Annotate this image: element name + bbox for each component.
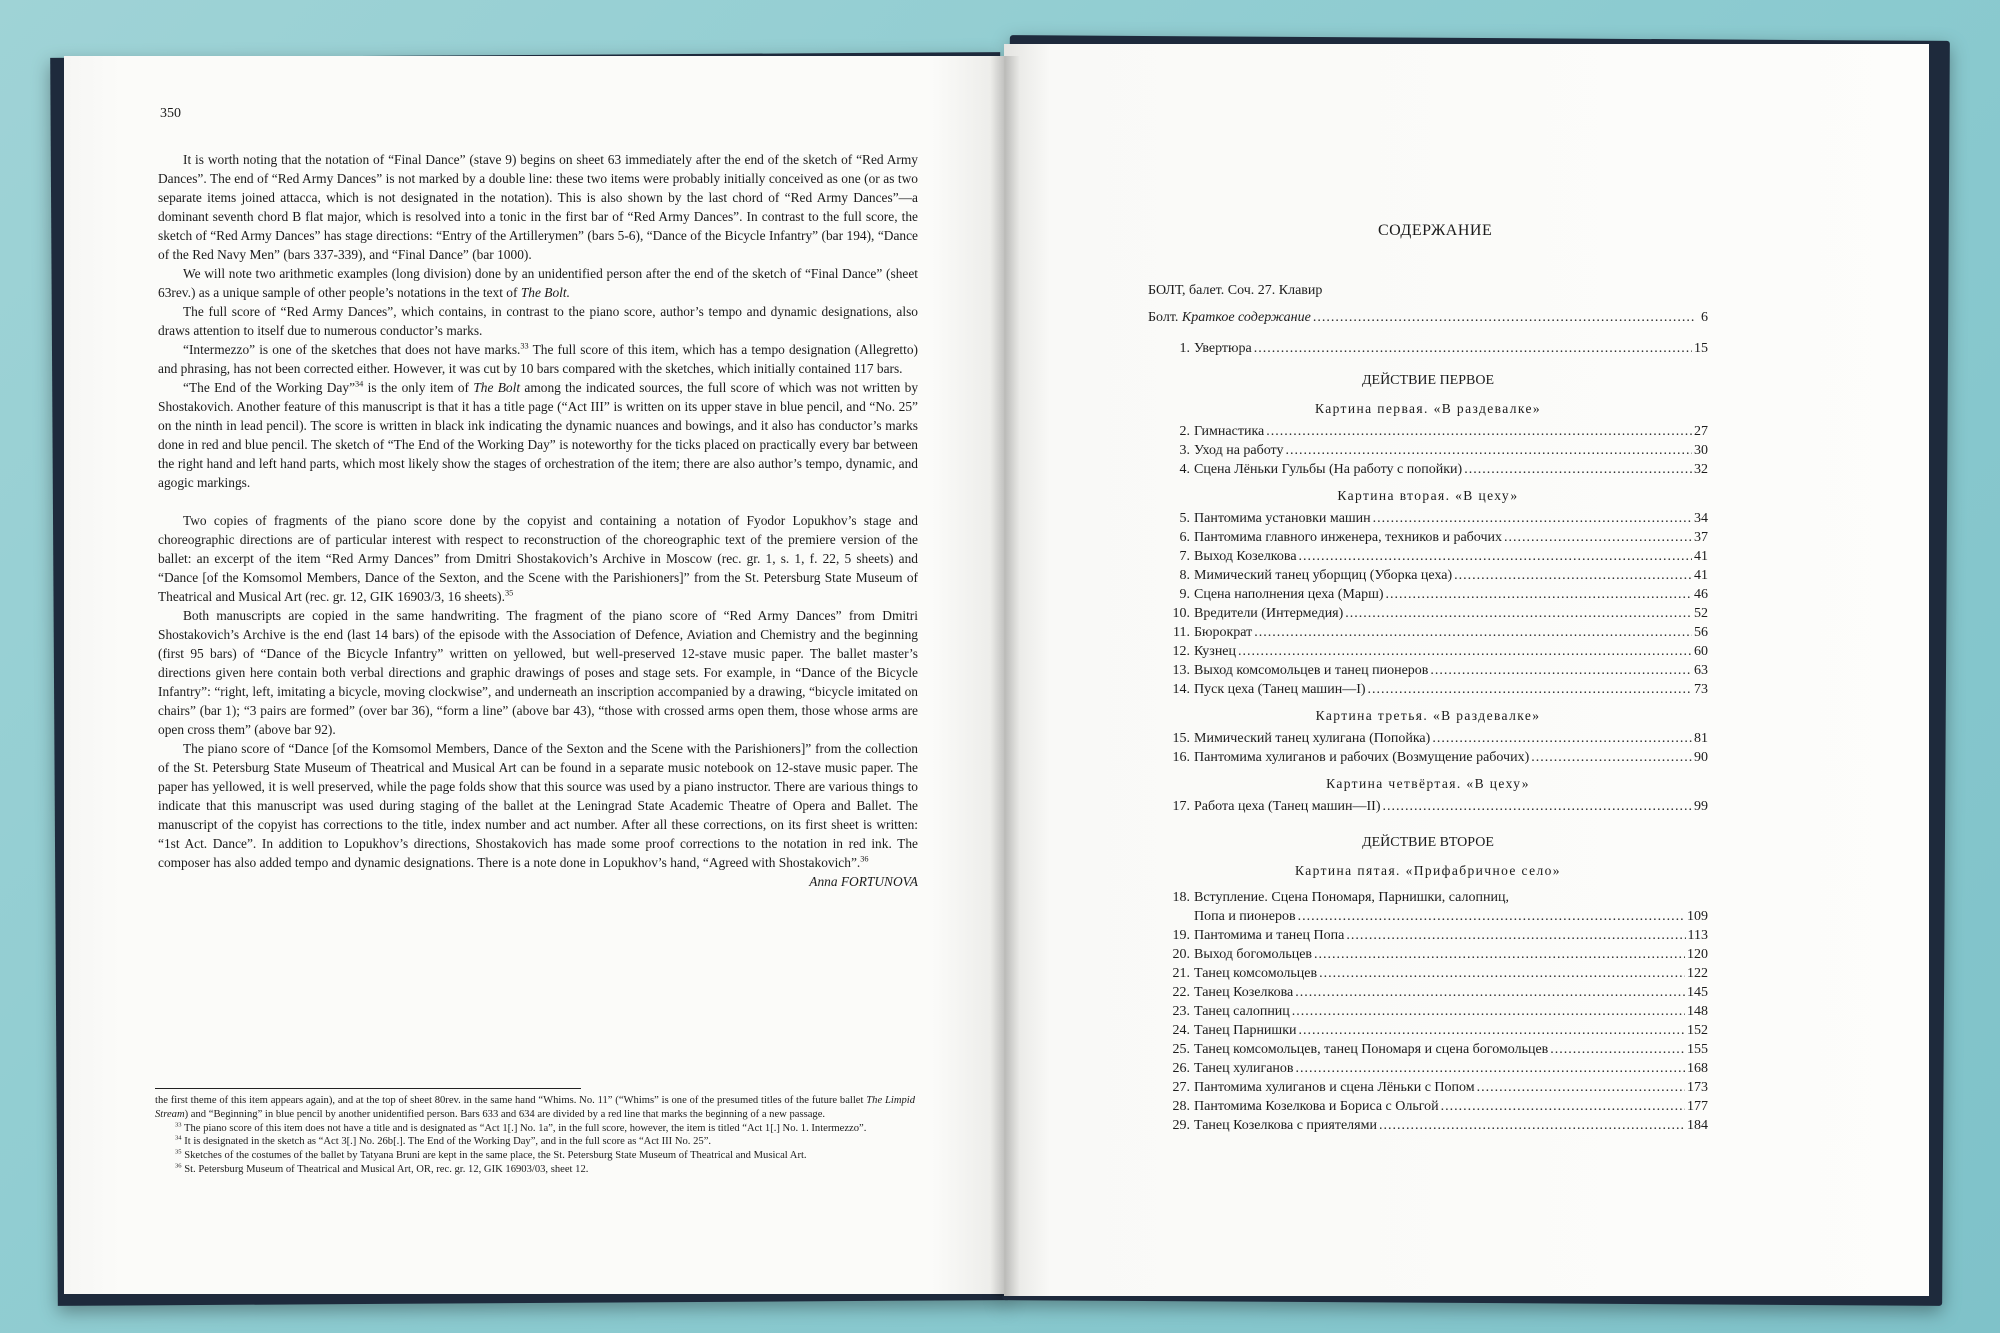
toc-entry[interactable]: 24. Танец Парнишки ..... 152 — [1148, 1021, 1708, 1040]
article-body — [158, 150, 918, 891]
toc-heading: СОДЕРЖАНИЕ — [1378, 222, 1493, 239]
act-heading: ДЕЙСТВИЕ ПЕРВОЕ — [1361, 373, 1495, 388]
paragraph: “Intermezzo” is one of the sketches that does not have marks.$^{33}$ The full score of this item, which has a tempo designation (Allegretto) and phrasing, has not been corrected either. However, it was cut by 10 bars compared with the sketches, which initially contained 117 bars. — [158, 341, 918, 376]
paragraph: Both manuscripts are copied in the same handwriting. The fragment of the piano score of “Red Army Dances” from Dmitri Shostakovich’s Archive is the end (last 14 bars) of the episode with the Association of Defence, Aviation and Chemistry and the beginning (first 95 bars) of “Dance of the Bicycle Infantry” written on yellowed, but well-preserved 12-stave music paper. The ballet master’s directions given here contain both verbal directions and graphic drawings of poses and stage sets. For example, in “Dance of the Bicycle Infantry”: “right, left, imitating a bicycle, moving clockwise”, and underneath an inscription accompanied by a drawing, “bicycle imitated on chairs” (bar 1); “3 pairs are formed” (over bar 36), “form a line” (above bar 43), “those with crossed arms open them, those whose arms are open cross them” (above bar 92). — [158, 608, 918, 737]
footnote-33: $^{33}$ The piano score of this item does not have a title and is designated as “Act 1[.] No. 1a”, in the full score, however, the item is titled “Act 1[.] No. 1. Intermezzo”. — [175, 1121, 867, 1134]
toc-entry[interactable]: 15. Мимический танец хулигана (Попойка) ..... 81 — [1148, 729, 1708, 748]
act-heading: ДЕЙСТВИЕ ВТОРОЕ — [1362, 835, 1494, 850]
toc-entry[interactable]: 13. Выход комсомольцев и танец пионеров ..... 63 — [1148, 661, 1708, 680]
paragraph: “The End of the Working Day”$^{34}$ is the only item of The Bolt among the indicated sources, the full score of which was not written by Shostakovich. Another feature of this manuscript is that it has a title page (“Act III” is written on its upper stave in blue pencil, and “No. 25” on the ninth in lead pencil). The score is written in black ink indicating the dynamic nuances and bowings, and it also has conductor’s marks done in red and blue pencil. The sketch of “The End of the Working Day” is noteworthy for the ticks placed on practically every bar between the right hand and left hand parts, which most likely show the stages of orchestration of the item; there are also author’s tempo, dynamic, and agogic markings. — [158, 379, 919, 490]
toc-entry[interactable]: 19. Пантомима и танец Попа ..... 113 — [1148, 926, 1708, 945]
table-of-contents — [1148, 280, 1708, 1135]
toc-entry-continued[interactable]: Попа и пионеров ..... 109 — [1148, 907, 1708, 926]
toc-entry[interactable]: 23. Танец салопниц ..... 148 — [1148, 1002, 1708, 1021]
paragraph: It is worth noting that the notation of “Final Dance” (stave 9) begins on sheet 63 immediately after the end of the sketch of “Red Army Dances”. The end of “Red Army Dances” is not marked by a double line: these two items were probably initially conceived as one (or as two separate items joined attacca, which is not designated in the notation). This is also shown by the last chord of “Red Army Dances”—a dominant seventh chord B flat major, which is resolved into a tonic in the first bar of “Red Army Dances”. In contrast to the full score, the sketch of “Red Army Dances” has stage directions: “Entry of the Artillerymen” (bars 5-6), “Dance of the Bicycle Infantry” (bar 194), “Dance of the Red Navy Men” (bars 337-339), and “Final Dance” (bar 1000). — [158, 152, 918, 262]
toc-entry[interactable]: 25. Танец комсомольцев, танец Пономаря и сцена богомольцев ..... 155 — [1148, 1040, 1708, 1059]
toc-entry[interactable]: 12. Кузнец ..... 60 — [1148, 642, 1708, 661]
footnote-ref[interactable]: 36 — [860, 854, 869, 864]
toc-entry[interactable]: 8. Мимический танец уборщиц (Уборка цеха) ..... 41 — [1148, 566, 1708, 585]
footnote-continued: the first theme of this item appears again), and at the top of sheet 80rev. in the same hand “Whims. No. 11” (“Whims” is one of the presumed titles of the future ballet The Limpid Stream) and “Beginning” in blue pencil by another unidentified person. Bars 633 and 634 are divided by a red line that marks the beginning of a new passage. — [155, 1095, 916, 1120]
footnotes — [155, 1094, 915, 1177]
footnote-rule — [155, 1088, 581, 1089]
toc-entry[interactable]: 7. Выход Козелкова ..... 41 — [1148, 547, 1708, 566]
toc-entry[interactable]: 20. Выход богомольцев ..... 120 — [1148, 945, 1708, 964]
scene-heading: Картина третья. «В раздевалке» — [1315, 708, 1541, 723]
toc-entry[interactable]: 29. Танец Козелкова с приятелями ..... 184 — [1148, 1116, 1708, 1135]
scene-4-list — [1148, 797, 1708, 816]
work-title: БОЛТ, балет. Соч. 27. Клавир — [1148, 283, 1323, 298]
scene-1-list — [1148, 422, 1708, 479]
toc-entry[interactable]: 28. Пантомима Козелкова и Бориса с Ольгой ..... 177 — [1148, 1097, 1708, 1116]
footnote-35: $^{35}$ Sketches of the costumes of the ballet by Tatyana Bruni are kept in the same place, the St. Petersburg State Museum of Theatrical and Musical Art. — [175, 1148, 807, 1162]
toc-entry[interactable]: 14. Пуск цеха (Танец машин—I) ..... 73 — [1148, 680, 1708, 699]
toc-entry[interactable]: 5. Пантомима установки машин ..... 34 — [1148, 509, 1708, 528]
footnote-ref[interactable]: 35 — [504, 588, 514, 598]
toc-entry[interactable]: 27. Пантомима хулиганов и сцена Лёньки с Попом ..... 173 — [1148, 1078, 1708, 1097]
scene-heading: Картина четвёртая. «В цеху» — [1326, 776, 1530, 791]
scene-heading: Картина вторая. «В цеху» — [1337, 488, 1519, 503]
page-number: 350 — [160, 106, 181, 121]
scene-3-list — [1148, 729, 1708, 767]
toc-entry[interactable]: 3. Уход на работу ..... 30 — [1148, 441, 1708, 460]
book-gutter — [990, 56, 1020, 1296]
toc-entry[interactable]: 6. Пантомима главного инженера, техников и рабочих ..... 37 — [1148, 528, 1708, 547]
toc-entry[interactable]: 2. Гимнастика ..... 27 — [1148, 422, 1708, 441]
footnote-34: $^{34}$ It is designated in the sketch as “Act 3[.] No. 26b[.]. The End of the Working Day”, and in the full score as “Act III No. 25”. — [175, 1134, 712, 1148]
paragraph: We will note two arithmetic examples (long division) done by an unidentified person after the end of the sketch of “Final Dance” (sheet 63rev.) as a unique sample of other people’s notations in the text of The Bolt. — [158, 266, 918, 300]
author-signature: Anna FORTUNOVA — [809, 874, 918, 889]
paragraph: The full score of “Red Army Dances”, which contains, in contrast to the piano score, author’s tempo and dynamic designations, also draws attention to itself due to numerous conductor’s marks. — [158, 304, 918, 338]
paragraph: The piano score of “Dance [of the Komsomol Members, Dance of the Sexton and the Scene with the Parishioners]” from the collection of the St. Petersburg State Museum of Theatrical and Musical Art can be found in a separate music notebook on 12-stave music paper. The paper has yellowed, it is well preserved, while the page folds show that this source was used by a piano instructor. There are various things to indicate that this manuscript was used during staging of the ballet at the Leningrad State Academic Theatre of Opera and Ballet. The manuscript of the copyist has corrections to the title, index number and act number. After all these corrections, on its first sheet is written: “1st Act. Dance”. In addition to Lopukhov’s directions, Shostakovich has made some proof corrections to the notation in red ink. The composer has also added tempo and dynamic designations. There is a note done in Lopukhov’s hand, “Agreed with Shostakovich”.$^{36}$ — [158, 741, 918, 870]
paragraph: Two copies of fragments of the piano score done by the copyist and containing a notation of Fyodor Lopukhov’s stage and choreographic directions are of particular interest with respect to reconstruction of the choreographic text of the premiere version of the ballet: an excerpt of the item “Red Army Dances” from Dmitri Shostakovich’s Archive in Moscow (rec. gr. 1, s. 1, f. 22, 5 sheets) and “Dance [of the Komsomol Members, Dance of the Sexton, and the Scene with the Parishioners]” from the St. Petersburg State Museum of Theatrical and Musical Art (rec. gr. 12, GIK 16903/3, 16 sheets).$^{35}$ — [158, 513, 918, 604]
toc-entry[interactable]: 1. Увертюра ..... 15 — [1148, 339, 1708, 358]
toc-entry[interactable]: 11. Бюрократ ..... 56 — [1148, 623, 1708, 642]
toc-entry[interactable]: 10. Вредители (Интермедия) ..... 52 — [1148, 604, 1708, 623]
footnote-36: $^{36}$ St. Petersburg Museum of Theatrical and Musical Art, OR, rec. gr. 12, GIK 16903/03, sheet 12. — [175, 1162, 589, 1175]
scene-heading: Картина первая. «В раздевалке» — [1314, 401, 1542, 416]
toc-entry[interactable]: 21. Танец комсомольцев ..... 122 — [1148, 964, 1708, 983]
scene-2-list — [1148, 509, 1708, 699]
toc-entry[interactable]: 22. Танец Козелкова ..... 145 — [1148, 983, 1708, 1002]
toc-entry[interactable]: 16. Пантомима хулиганов и рабочих (Возмущение рабочих) ..... 90 — [1148, 748, 1708, 767]
toc-entry[interactable]: 18. Вступление. Сцена Пономаря, Парнишки, салопниц, — [1172, 890, 1509, 905]
toc-entry[interactable]: 26. Танец хулиганов ..... 168 — [1148, 1059, 1708, 1078]
toc-entry-summary[interactable]: Болт. Краткое содержание ..... 6 — [1148, 308, 1708, 327]
toc-entry[interactable]: 17. Работа цеха (Танец машин—II) ..... 99 — [1148, 797, 1708, 816]
scene-heading: Картина пятая. «Прифабричное село» — [1295, 863, 1561, 878]
footnote-ref[interactable]: 33 — [520, 341, 529, 351]
scene-5-list — [1148, 926, 1708, 1135]
toc-entry[interactable]: 4. Сцена Лёньки Гульбы (На работу с попойки) ..... 32 — [1148, 460, 1708, 479]
footnote-ref[interactable]: 34 — [355, 379, 364, 389]
toc-entry[interactable]: 9. Сцена наполнения цеха (Марш) ..... 46 — [1148, 585, 1708, 604]
